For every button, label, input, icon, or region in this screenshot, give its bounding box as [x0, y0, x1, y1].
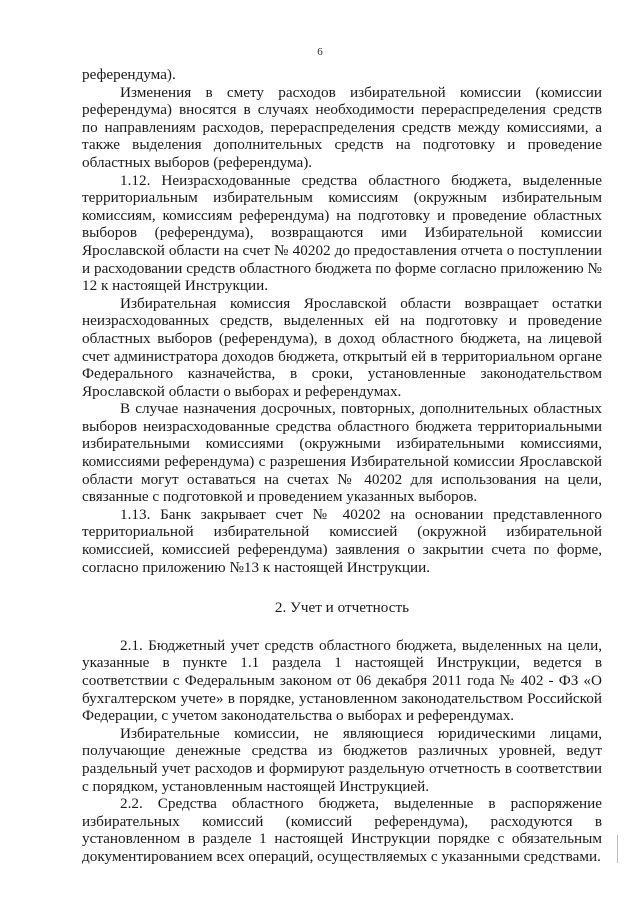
paragraph-separate-accounting: Избирательные комиссии, не являющиеся юридическими лицами, получающие денежные средства из бюджетов различных уровней, ведут раздельный учет расходов и формируют раздельную отчетность в соответствии с порядком, установленным настоящей Инструкцией. [82, 724, 602, 795]
paragraph-early-elections: В случае назначения досрочных, повторных, дополнительных областных выборов неизрасходованные средства областного бюджета территориальными избирательными комиссиями (окружными избирательными комиссиями, комиссиями референдума) с разрешения Избирательной комиссии Ярославской области могут оставаться на счетах № 40202 для использования на цели, связанные с подготовкой и проведением указанных выборов. [82, 400, 602, 506]
paragraph-continuation: референдума). [82, 66, 176, 83]
scan-edge-mark [617, 835, 618, 863]
section-heading: 2. Учет и отчетность [274, 599, 410, 617]
paragraph-2-2: 2.2. Средства областного бюджета, выделенные в распоряжение избирательных комиссий (комиссий референдума), расходуются в установленном в разделе 1 настоящей Инструкции порядке с обязательным документированием всех операций, осуществляемых с указанными средствами. [82, 795, 602, 865]
paragraph-commission-returns: Избирательная комиссия Ярославской области возвращает остатки неизрасходованных средств, выделенных ей на подготовку и проведение областных выборов (референдума), в доход областного бюджета, на лицевой счет администратора доходов бюджета, открытый ей в территориальном органе Федерального казначейства, в сроки, установленные законодательством Ярославской области о выборах и референдумах. [82, 294, 602, 400]
paragraph-smeta-changes: Изменения в смету расходов избирательной комиссии (комиссии референдума) вносятся в случаях необходимости перераспределения средств по направлениям расходов, перераспределения средств между комиссиями, а также выделения дополнительных средств на подготовку и проведение областных выборов (референдума). [82, 83, 602, 171]
paragraph-1-13: 1.13. Банк закрывает счет № 40202 на основании представленного территориальной избирательной комиссией (окружной избирательной комиссией, комиссией референдума) заявления о закрытии счета по форме, согласно приложению №13 к настоящей Инструкции. [82, 505, 602, 576]
paragraph-1-12: 1.12. Неизрасходованные средства областного бюджета, выделенные территориальным избирательным комиссиям (окружным избирательным комиссиям, комиссиям референдума) на подготовку и проведение областных выборов (референдума), возвращаются ими Избирательной комиссии Ярославской области на счет № 40202 до предоставления отчета о поступлении и расходовании средств областного бюджета по форме согласно приложению № 12 к настоящей Инструкции. [82, 171, 602, 295]
document-body [82, 66, 602, 866]
paragraph-2-1: 2.1. Бюджетный учет средств областного бюджета, выделенных на цели, указанные в пункте 1.1 раздела 1 настоящей Инструкции, ведется в соответствии с Федеральным законом от 06 декабря 2011 года № 402 - ФЗ «О бухгалтерском учете» в порядке, установленном законодательством Российской Федерации, с учетом законодательства о выборах и референдумах. [82, 636, 602, 725]
page-number: 6 [317, 46, 323, 58]
